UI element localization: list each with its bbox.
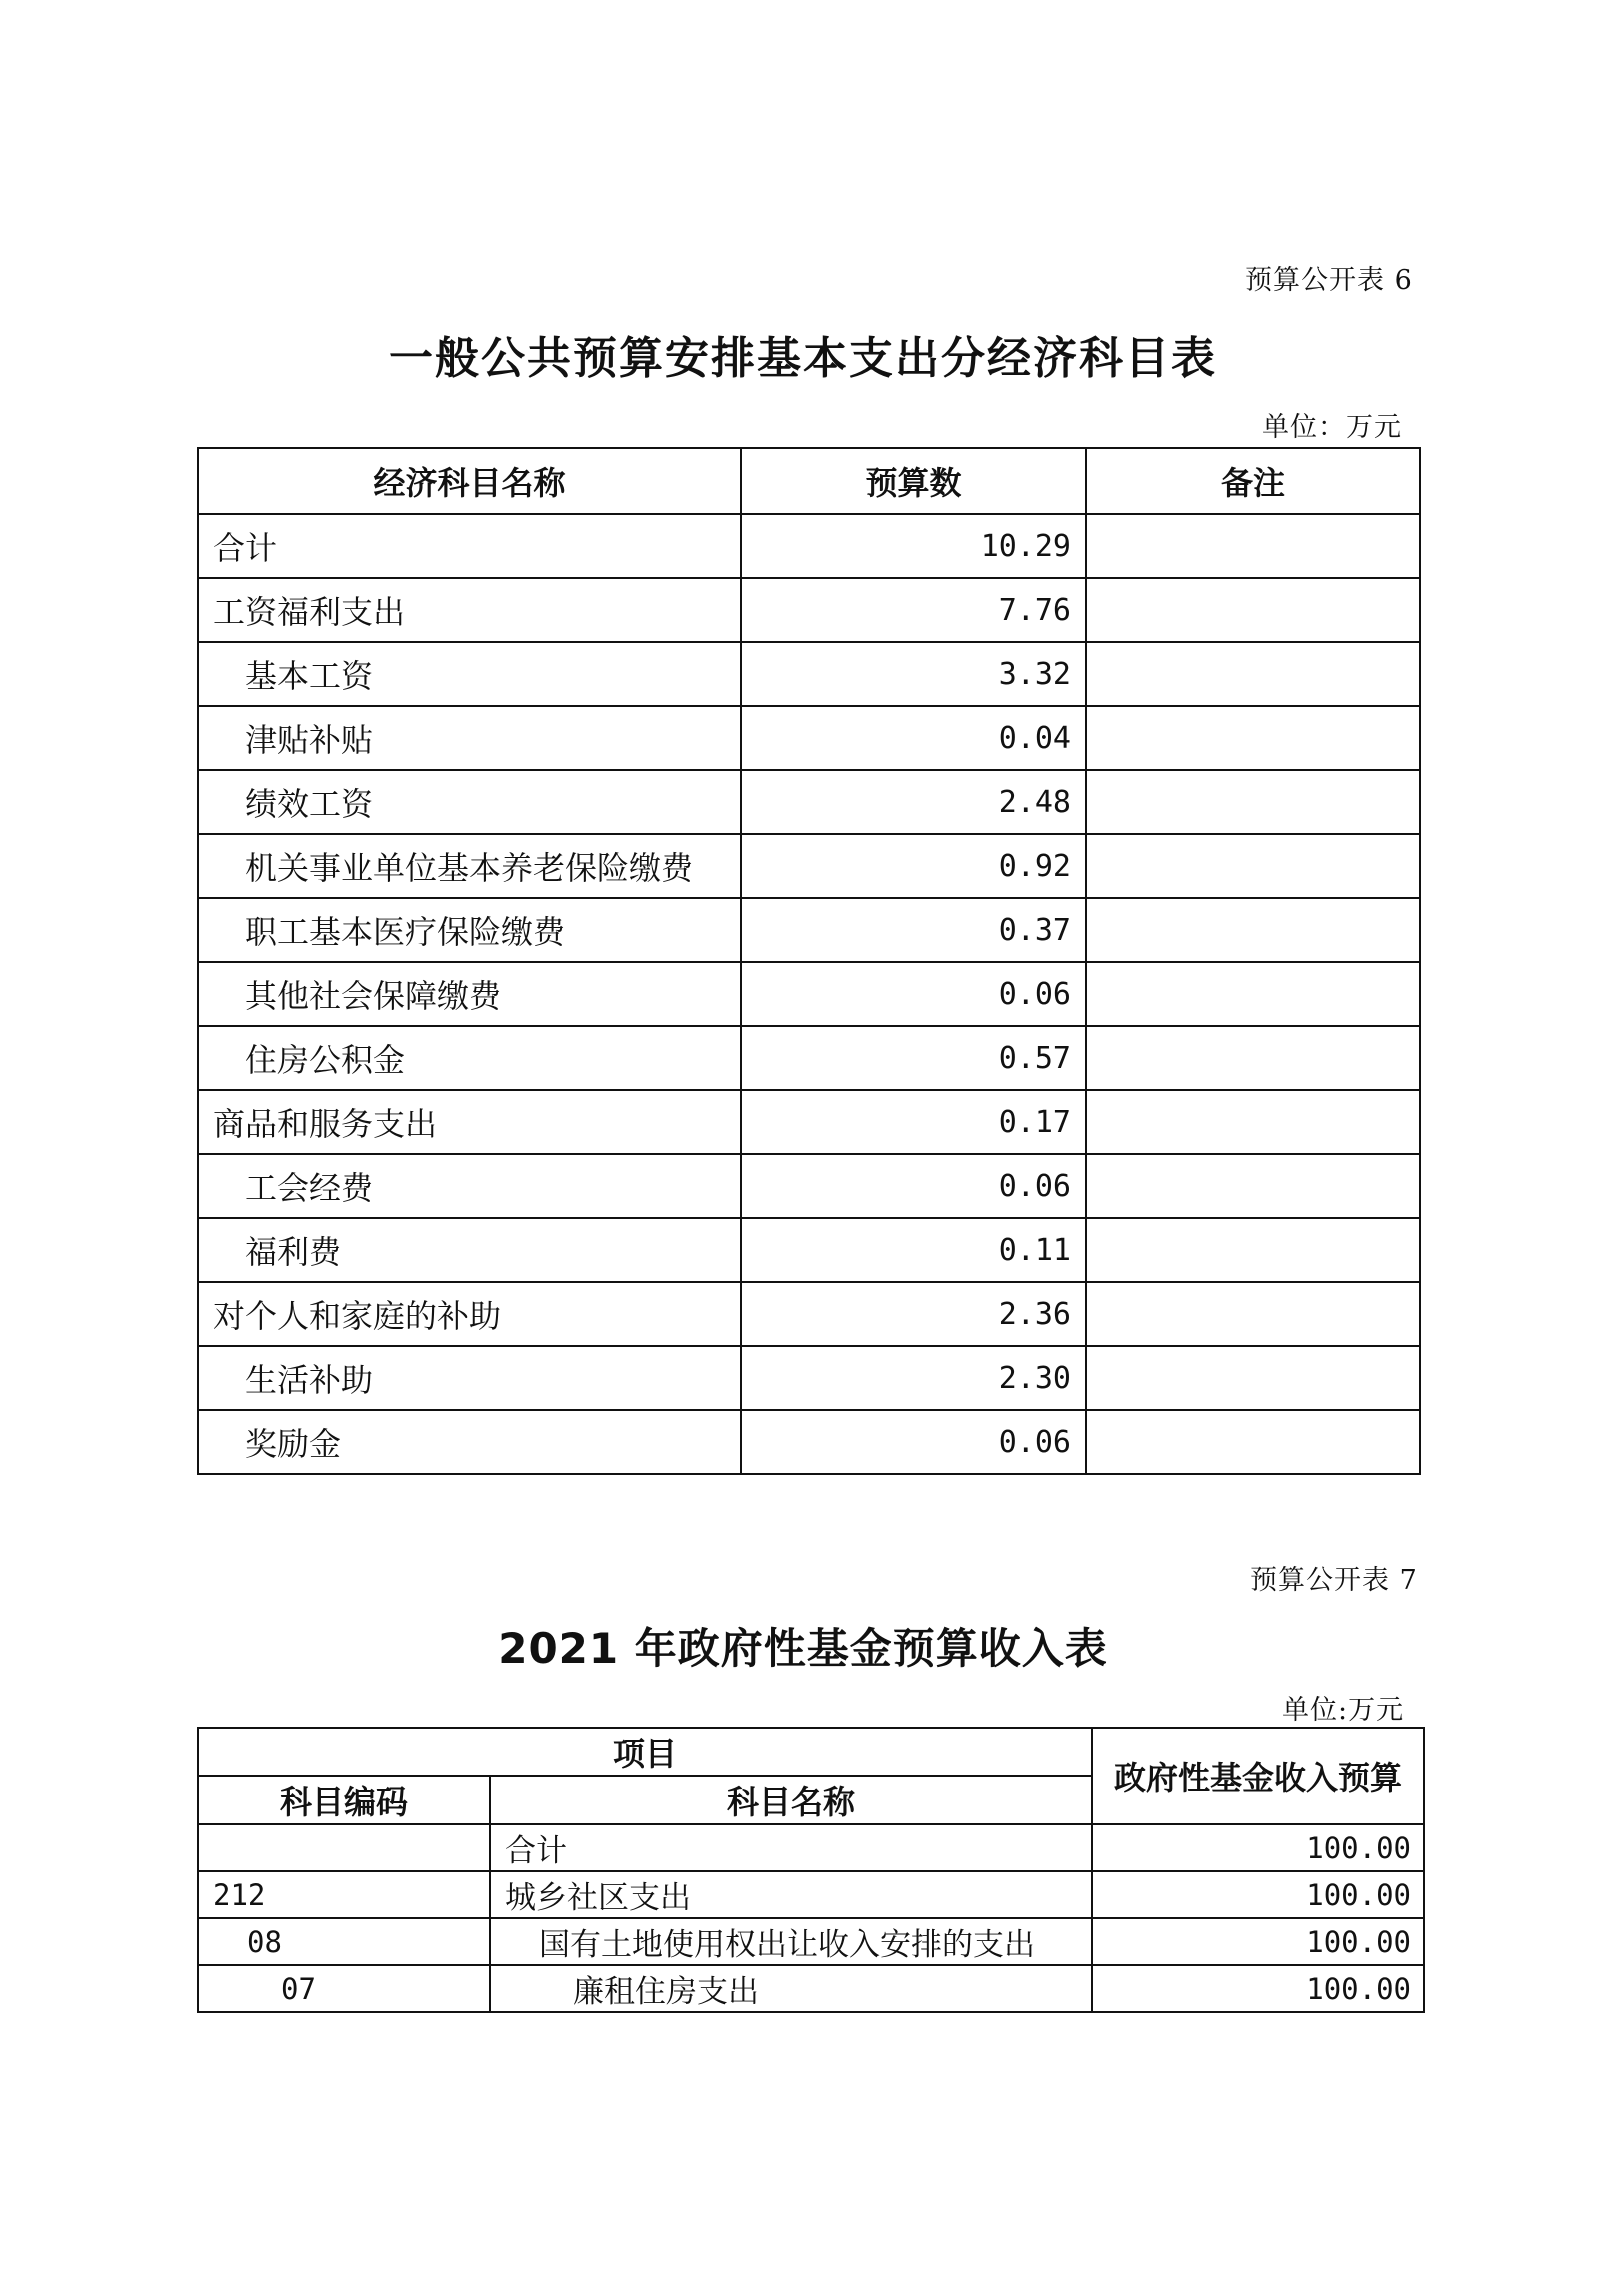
table-row <box>198 578 1420 642</box>
remark-cell <box>1086 1282 1420 1346</box>
economic-category-table <box>197 447 1421 1475</box>
budget-value-cell: 3.32 <box>741 642 1086 706</box>
budget-value-cell: 0.11 <box>741 1218 1086 1282</box>
remark-cell <box>1086 770 1420 834</box>
category-name-cell: 工资福利支出 <box>198 578 741 642</box>
category-name-cell: 对个人和家庭的补助 <box>198 1282 741 1346</box>
table-row <box>198 1282 1420 1346</box>
budget-value-cell: 7.76 <box>741 578 1086 642</box>
remark-cell <box>1086 642 1420 706</box>
remark-cell <box>1086 514 1420 578</box>
table-7-title: 2021 年政府性基金预算收入表 <box>498 1624 1108 1673</box>
header-name: 科目名称 <box>490 1776 1092 1824</box>
table-header-row <box>198 1728 1424 1776</box>
category-name-cell: 福利费 <box>198 1218 741 1282</box>
fund-revenue-table <box>197 1727 1425 2013</box>
remark-cell <box>1086 706 1420 770</box>
table-row <box>198 1918 1424 1965</box>
budget-value-cell: 2.48 <box>741 770 1086 834</box>
category-name-cell: 绩效工资 <box>198 770 741 834</box>
table-7-tag: 预算公开表 7 <box>1250 1565 1418 1596</box>
category-name-cell: 工会经费 <box>198 1154 741 1218</box>
header-fund-revenue: 政府性基金收入预算 <box>1092 1728 1424 1824</box>
table-row <box>198 514 1420 578</box>
budget-value-cell: 0.06 <box>741 962 1086 1026</box>
subject-code-cell: 212 <box>198 1871 490 1918</box>
budget-value-cell: 0.37 <box>741 898 1086 962</box>
table-row <box>198 962 1420 1026</box>
remark-cell <box>1086 1090 1420 1154</box>
budget-value-cell: 0.57 <box>741 1026 1086 1090</box>
table-7-unit: 单位:万元 <box>1282 1695 1405 1726</box>
header-code: 科目编码 <box>198 1776 490 1824</box>
table-row <box>198 1090 1420 1154</box>
category-name-cell: 职工基本医疗保险缴费 <box>198 898 741 962</box>
header-category-name: 经济科目名称 <box>198 448 741 514</box>
budget-value-cell: 0.06 <box>741 1410 1086 1474</box>
header-project: 项目 <box>198 1728 1092 1776</box>
remark-cell <box>1086 1218 1420 1282</box>
budget-value-cell: 0.17 <box>741 1090 1086 1154</box>
subject-code-cell: 08 <box>198 1918 490 1965</box>
category-name-cell: 机关事业单位基本养老保险缴费 <box>198 834 741 898</box>
remark-cell <box>1086 898 1420 962</box>
category-name-cell: 基本工资 <box>198 642 741 706</box>
remark-cell <box>1086 834 1420 898</box>
table-6-tag: 预算公开表 6 <box>1245 265 1413 296</box>
budget-value-cell: 2.36 <box>741 1282 1086 1346</box>
table-row <box>198 1154 1420 1218</box>
table-row <box>198 1824 1424 1871</box>
budget-value-cell: 10.29 <box>741 514 1086 578</box>
fund-revenue-value-cell: 100.00 <box>1092 1918 1424 1965</box>
subject-name-cell: 廉租住房支出 <box>490 1965 1092 2012</box>
table-row <box>198 1965 1424 2012</box>
remark-cell <box>1086 1026 1420 1090</box>
category-name-cell: 奖励金 <box>198 1410 741 1474</box>
subject-name-cell: 国有土地使用权出让收入安排的支出 <box>490 1918 1092 1965</box>
fund-revenue-value-cell: 100.00 <box>1092 1824 1424 1871</box>
table-row <box>198 898 1420 962</box>
category-name-cell: 津贴补贴 <box>198 706 741 770</box>
fund-revenue-value-cell: 100.00 <box>1092 1965 1424 2012</box>
remark-cell <box>1086 962 1420 1026</box>
table-row <box>198 1871 1424 1918</box>
fund-revenue-value-cell: 100.00 <box>1092 1871 1424 1918</box>
subject-code-cell: 07 <box>198 1965 490 2012</box>
table-row <box>198 834 1420 898</box>
table-row <box>198 1410 1420 1474</box>
remark-cell <box>1086 578 1420 642</box>
budget-value-cell: 0.92 <box>741 834 1086 898</box>
category-name-cell: 商品和服务支出 <box>198 1090 741 1154</box>
subject-name-cell: 合计 <box>490 1824 1092 1871</box>
remark-cell <box>1086 1346 1420 1410</box>
budget-value-cell: 2.30 <box>741 1346 1086 1410</box>
table-row <box>198 706 1420 770</box>
table-header-row <box>198 448 1420 514</box>
table-row <box>198 1218 1420 1282</box>
table-row <box>198 642 1420 706</box>
header-remark: 备注 <box>1086 448 1420 514</box>
subject-name-cell: 城乡社区支出 <box>490 1871 1092 1918</box>
table-6-unit: 单位：万元 <box>1262 412 1402 443</box>
table-row <box>198 770 1420 834</box>
table-6-title: 一般公共预算安排基本支出分经济科目表 <box>389 333 1217 384</box>
subject-code-cell <box>198 1824 490 1871</box>
table-row <box>198 1026 1420 1090</box>
category-name-cell: 合计 <box>198 514 741 578</box>
remark-cell <box>1086 1410 1420 1474</box>
category-name-cell: 住房公积金 <box>198 1026 741 1090</box>
category-name-cell: 生活补助 <box>198 1346 741 1410</box>
category-name-cell: 其他社会保障缴费 <box>198 962 741 1026</box>
budget-value-cell: 0.04 <box>741 706 1086 770</box>
header-budget: 预算数 <box>741 448 1086 514</box>
budget-value-cell: 0.06 <box>741 1154 1086 1218</box>
table-row <box>198 1346 1420 1410</box>
remark-cell <box>1086 1154 1420 1218</box>
